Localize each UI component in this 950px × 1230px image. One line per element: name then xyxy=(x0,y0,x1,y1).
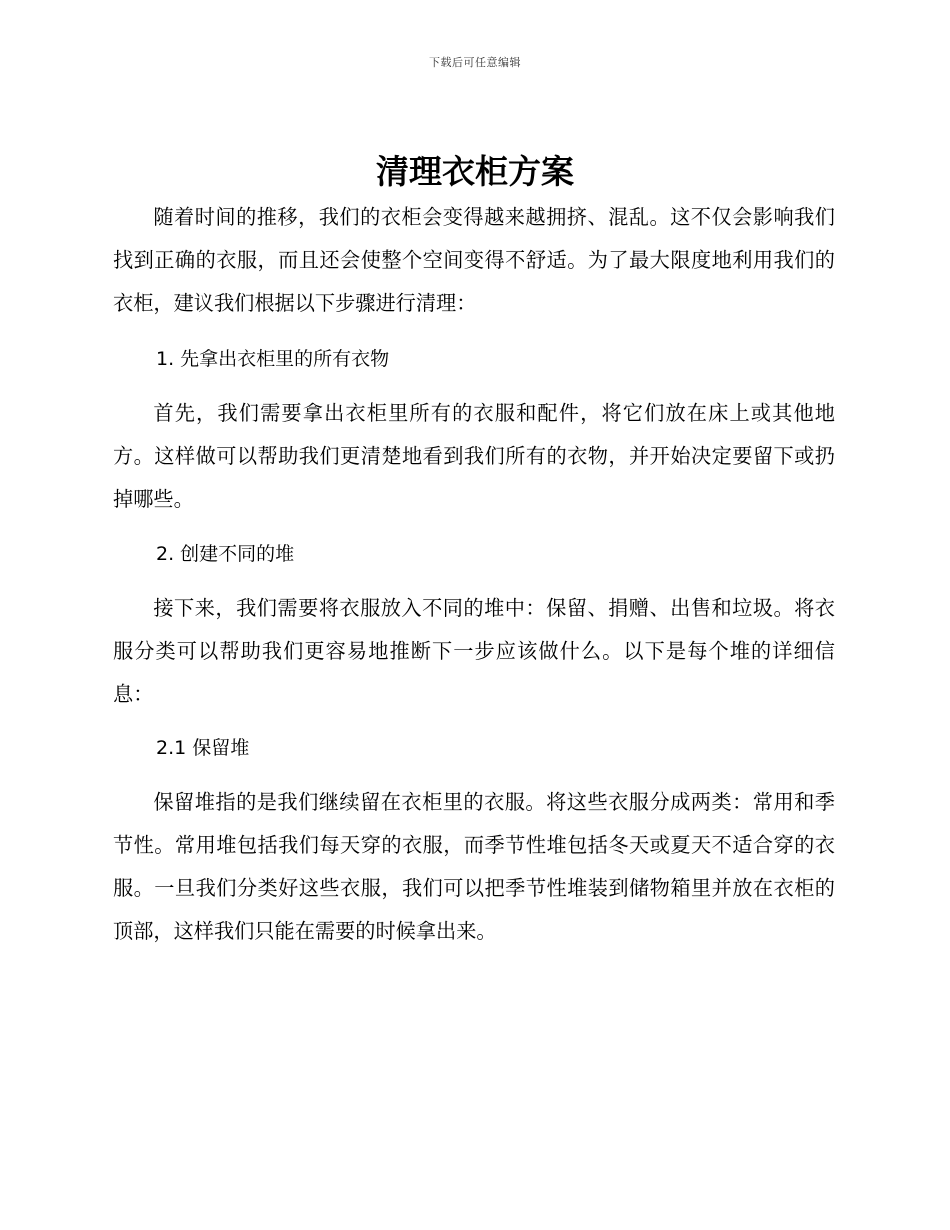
section-1-paragraph: 首先，我们需要拿出衣柜里所有的衣服和配件，将它们放在床上或其他地方。这样做可以帮助我们更清楚地看到我们所有的衣物，并开始决定要留下或扔掉哪些。 xyxy=(113,401,835,511)
section-2-heading: 2. 创建不同的堆 xyxy=(156,543,295,565)
section-2-1-heading: 2.1 保留堆 xyxy=(156,737,250,759)
section-2-1-paragraph: 保留堆指的是我们继续留在衣柜里的衣服。将这些衣服分成两类：常用和季节性。常用堆包括我们每天穿的衣服，而季节性堆包括冬天或夏天不适合穿的衣服。一旦我们分类好这些衣服，我们可以把季节性堆装到储物箱里并放在衣柜的顶部，这样我们只能在需要的时候拿出来。 xyxy=(113,790,835,943)
header-note: 下载后可任意编辑 xyxy=(429,56,521,69)
intro-paragraph: 随着时间的推移，我们的衣柜会变得越来越拥挤、混乱。这不仅会影响我们找到正确的衣服，而且还会使整个空间变得不舒适。为了最大限度地利用我们的衣柜，建议我们根据以下步骤进行清理： xyxy=(113,205,835,315)
section-1-heading: 1. 先拿出衣柜里的所有衣物 xyxy=(156,348,390,370)
document-title: 清理衣柜方案 xyxy=(376,152,574,191)
section-2-paragraph: 接下来，我们需要将衣服放入不同的堆中：保留、捐赠、出售和垃圾。将衣服分类可以帮助我们更容易地推断下一步应该做什么。以下是每个堆的详细信息： xyxy=(113,596,835,706)
